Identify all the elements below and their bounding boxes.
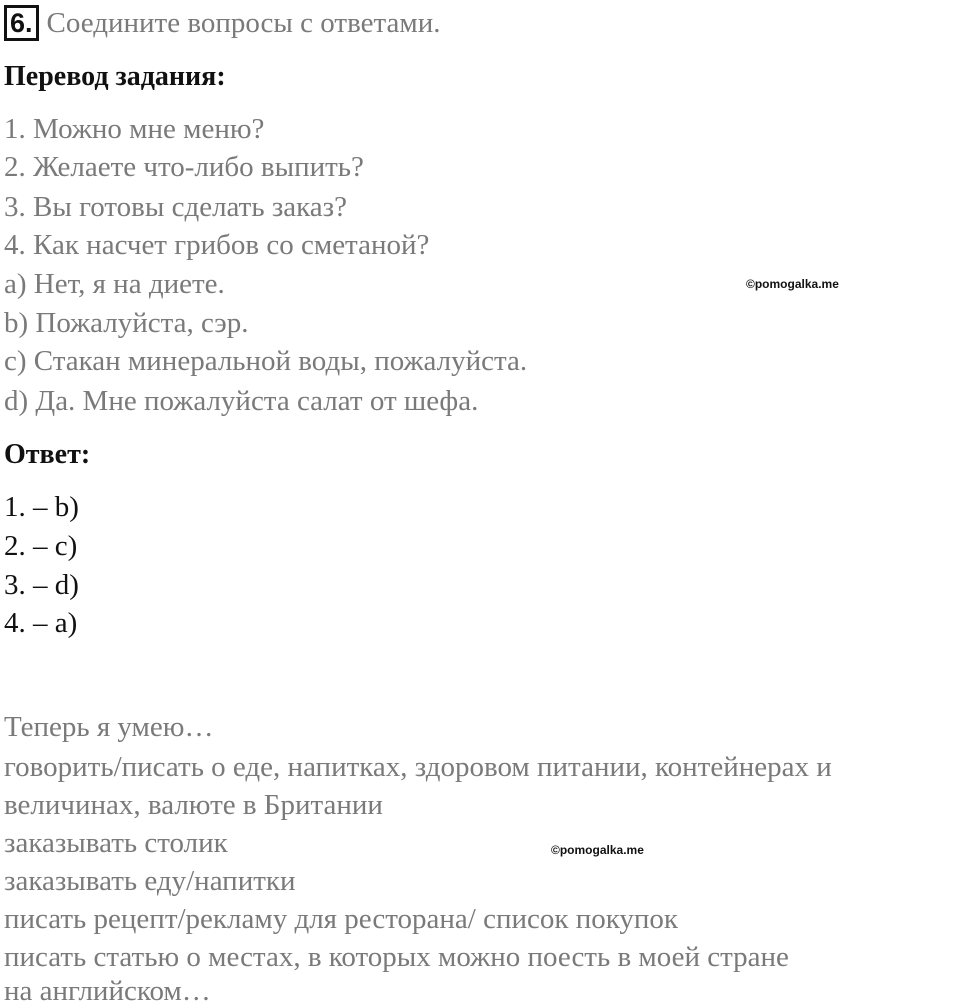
translation-line-d: d) Да. Мне пожалуйста салат от шефа. [4, 385, 479, 417]
now-i-can-line-1: Теперь я умею… [4, 711, 214, 743]
translation-line-3: 3. Вы готовы сделать заказ? [4, 191, 348, 223]
answer-heading: Ответ: [4, 439, 91, 470]
now-i-can-line-3: величинах, валюте в Британии [4, 789, 383, 821]
translation-heading: Перевод задания: [4, 61, 226, 92]
answer-line-4: 4. – a) [4, 607, 78, 639]
answer-line-3: 3. – d) [4, 569, 79, 601]
answer-line-2: 2. – c) [4, 530, 78, 562]
now-i-can-line-8: на английском… [4, 975, 211, 1007]
now-i-can-line-4: заказывать столик [4, 827, 228, 859]
translation-line-4: 4. Как насчет грибов со сметаной? [4, 229, 430, 261]
task-number-box: 6. [4, 5, 39, 41]
now-i-can-line-2: говорить/писать о еде, напитках, здоровом питании, контейнерах и [4, 751, 832, 783]
now-i-can-line-7: писать статью о местах, в которых можно поесть в моей стране [4, 941, 789, 973]
task-instruction: Соедините вопросы с ответами. [46, 6, 441, 39]
translation-line-2: 2. Желаете что-либо выпить? [4, 151, 364, 183]
translation-line-a: a) Нет, я на диете. [4, 268, 225, 300]
watermark-top: ©pomogalka.me [746, 277, 839, 291]
translation-line-1: 1. Можно мне меню? [4, 113, 265, 145]
now-i-can-line-5: заказывать еду/напитки [4, 865, 296, 897]
now-i-can-line-6: писать рецепт/рекламу для ресторана/ список покупок [4, 903, 679, 935]
task-header [4, 3, 441, 43]
watermark-bottom: ©pomogalka.me [551, 843, 644, 857]
answer-line-1: 1. – b) [4, 491, 79, 523]
translation-line-b: b) Пожалуйста, сэр. [4, 307, 249, 339]
translation-line-c: c) Стакан минеральной воды, пожалуйста. [4, 345, 528, 377]
